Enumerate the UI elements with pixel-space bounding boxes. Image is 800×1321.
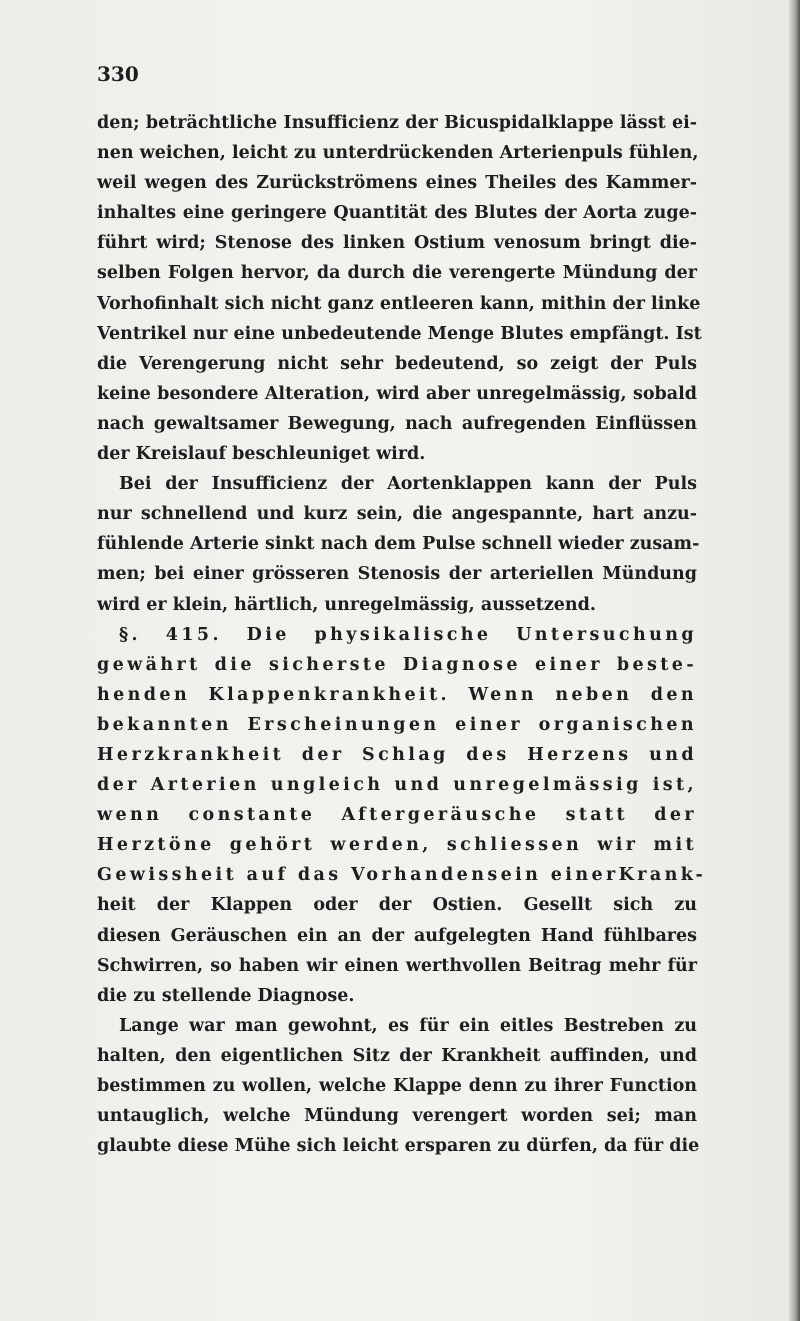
text-line: wird er klein, härtlich, unregelmässig, aussetzend. bbox=[97, 594, 596, 615]
spaced-text-line: wenn constante Aftergeräusche statt der bbox=[97, 805, 697, 826]
spaced-text-line: Gewissheit auf das Vorhandensein einerKrank- bbox=[97, 865, 707, 886]
paragraph-start-line: Bei der Insufficienz der Aortenklappen kann der Puls bbox=[119, 474, 697, 495]
text-line: weil wegen des Zurückströmens eines Theiles des Kammer- bbox=[97, 173, 697, 194]
spaced-text-line: der Arterien ungleich und unregelmässig ist, bbox=[97, 775, 697, 796]
page-number: 330 bbox=[97, 62, 139, 86]
text-line: führt wird; Stenose des linken Ostium venosum bringt die- bbox=[97, 233, 697, 254]
text-line: nach gewaltsamer Bewegung, nach aufregenden Einflüssen bbox=[97, 413, 697, 434]
text-line: untauglich, welche Mündung verengert worden sei; man bbox=[97, 1106, 697, 1127]
text-line: diesen Geräuschen ein an der aufgelegten Hand fühlbares bbox=[97, 925, 697, 946]
text-line: Schwirren, so haben wir einen werthvollen Beitrag mehr für bbox=[97, 955, 697, 976]
text-line: selben Folgen hervor, da durch die verengerte Mündung der bbox=[97, 263, 697, 284]
text-line: halten, den eigentlichen Sitz der Krankheit auffinden, und bbox=[97, 1045, 697, 1066]
spaced-text-line: bekannten Erscheinungen einer organischen bbox=[97, 714, 697, 735]
text-line: die zu stellende Diagnose. bbox=[97, 985, 355, 1006]
text-line: Ventrikel nur eine unbedeutende Menge Blutes empfängt. Ist bbox=[97, 323, 702, 344]
spaced-text-line: henden Klappenkrankheit. Wenn neben den bbox=[97, 684, 697, 705]
spaced-text-line: Herztöne gehört werden, schliessen wir mit bbox=[97, 835, 697, 856]
text-line: Vorhofinhalt sich nicht ganz entleeren kann, mithin der linke bbox=[97, 293, 701, 314]
text-line: fühlende Arterie sinkt nach dem Pulse schnell wieder zusam- bbox=[97, 534, 700, 555]
text-line: inhaltes eine geringere Quantität des Blutes der Aorta zuge- bbox=[97, 203, 697, 224]
body-text bbox=[97, 108, 707, 1161]
text-line: nur schnellend und kurz sein, die angespannte, hart anzu- bbox=[97, 504, 697, 525]
text-line: den; beträchtliche Insufficienz der Bicuspidalklappe lässt ei- bbox=[97, 113, 697, 133]
text-line: glaubte diese Mühe sich leicht ersparen zu dürfen, da für die bbox=[97, 1136, 700, 1157]
text-line: nen weichen, leicht zu unterdrückenden Arterienpuls fühlen, bbox=[97, 143, 699, 164]
spaced-text-line: Herzkrankheit der Schlag des Herzens und bbox=[97, 744, 697, 765]
paragraph-start-line: Lange war man gewohnt, es für ein eitles Bestreben zu bbox=[119, 1015, 697, 1036]
section-heading-line: §. 415. Die physikalische Untersuchung bbox=[119, 624, 697, 645]
text-line: bestimmen zu wollen, welche Klappe denn zu ihrer Function bbox=[97, 1076, 697, 1096]
text-line: keine besondere Alteration, wird aber unregelmässig, sobald bbox=[97, 383, 697, 404]
page-gutter-shadow bbox=[788, 0, 800, 1321]
text-line: men; bei einer grösseren Stenosis der arteriellen Mündung bbox=[97, 564, 697, 585]
text-line: heit der Klappen oder der Ostien. Gesellt sich zu bbox=[97, 895, 697, 916]
text-line: der Kreislauf beschleuniget wird. bbox=[97, 444, 426, 465]
text-line: die Verengerung nicht sehr bedeutend, so zeigt der Puls bbox=[97, 353, 697, 374]
spaced-text-line: gewährt die sicherste Diagnose einer beste- bbox=[97, 654, 697, 675]
